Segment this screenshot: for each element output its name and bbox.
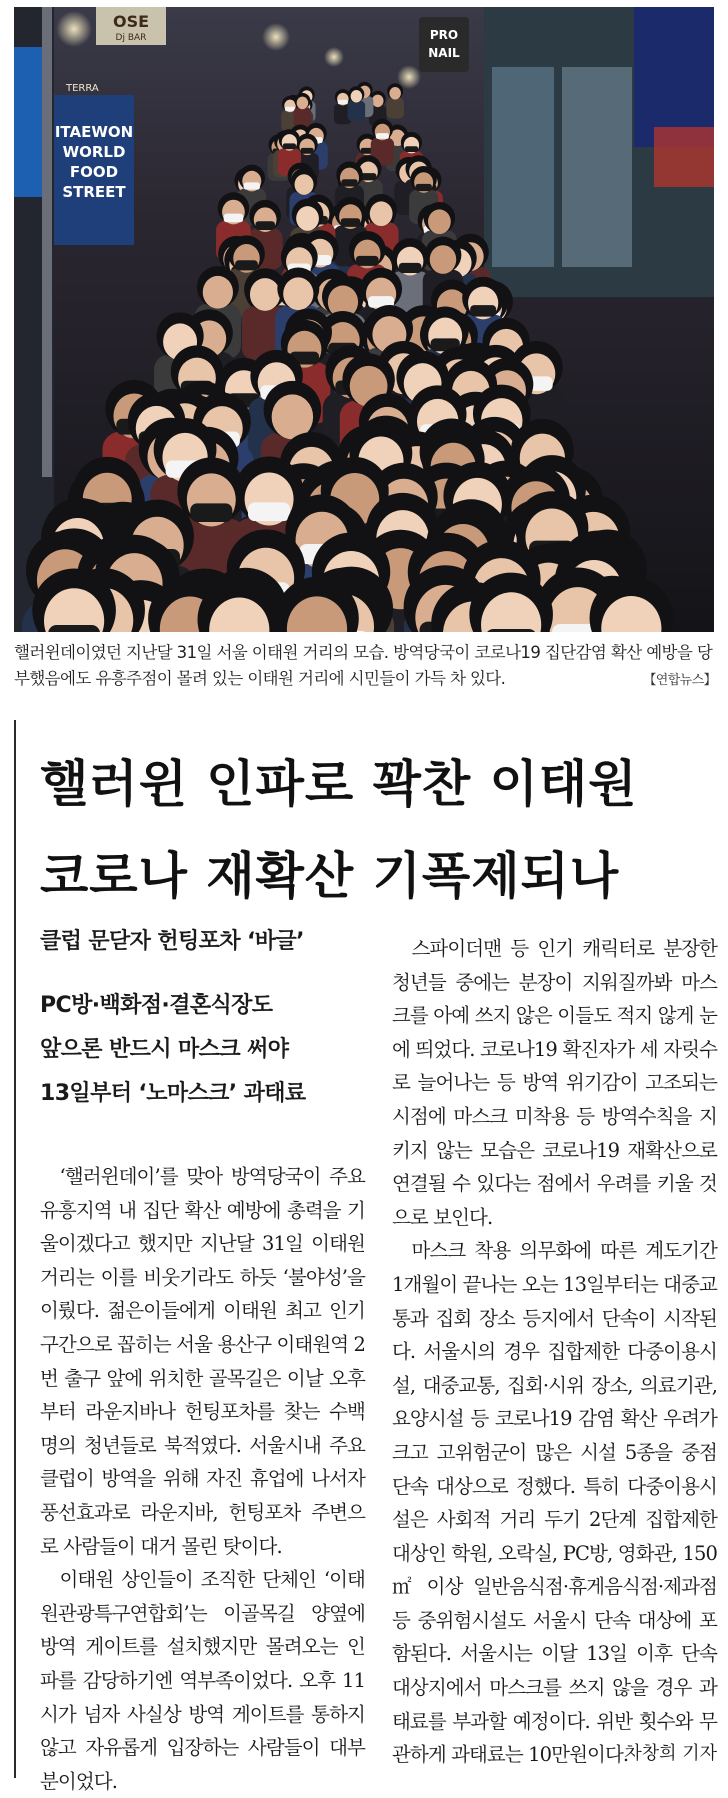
street-crowd-photo: [14, 7, 714, 632]
paragraph: 스파이더맨 등 인기 캐릭터로 분장한 청년들 중에는 분장이 지워질까봐 마스크를 아예 쓰지 않은 이들도 적지 않게 눈에 띄었다. 코로나19 확진자가 세 자릿수로 늘어나는 등 방역 위기감이 고조되는 시점에 마스크 미착용 등 방역수칙을 지키지 않는 모습은 코로나19 재확산으로 연결될 수 있다는 점에서 우려를 키울 것으로 보인다.: [392, 937, 717, 1229]
svg-text:NAIL: NAIL: [428, 46, 460, 60]
subheading-2-line-2: 앞으론 반드시 마스크 써야: [40, 1037, 289, 1062]
paragraph: 마스크 착용 의무화에 따른 계도기간 1개월이 끝나는 오는 13일부터는 대중교통과 집회 장소 등지에서 단속이 시작된다. 서울시의 경우 집합제한 다중이용시설, 대중교통, 집회·시위 장소, 의료기관, 요양시설 등 코로나19 감염 확산 우려가 크고 고위험군이 많은 시설 5종을 중점 단속 대상으로 정했다. 특히 다중이용시설은 사회적 거리 두기 2단계 집합제한 대상인 학원, 오락실, PC방, 영화관, 150㎡ 이상 일반음식점·휴게음식점·제과점 등 중위험시설도 서울시 단속 대상에 포함된다. 서울시는 이달 13일 이후 단속 대상지에서 마스크를 쓰지 않을 경우 과태료를 부과할 예정이다. 위반 횟수와 무관하게 과태료는 10만원이다.: [392, 1239, 717, 1767]
svg-text:PRO: PRO: [429, 28, 459, 42]
terra-sign: TERRA: [66, 83, 99, 94]
svg-text:FOOD: FOOD: [69, 163, 119, 181]
subheading-1: 클럽 문닫자 헌팅포차 ‘바글’: [40, 929, 304, 954]
photo-credit: 【연합뉴스】: [643, 673, 716, 688]
svg-text:OSE: OSE: [112, 12, 150, 31]
pro-nail-sign: [419, 17, 469, 72]
svg-text:WORLD: WORLD: [62, 143, 126, 161]
bar-sign: [96, 7, 166, 45]
svg-text:ITAEWON: ITAEWON: [54, 123, 134, 141]
headline-line-1: 핼러윈 인파로 꽉찬 이태원: [40, 755, 638, 813]
byline: 차창희 기자: [624, 1742, 717, 1764]
food-street-banner: [54, 95, 134, 245]
svg-text:Dj BAR: Dj BAR: [115, 33, 147, 43]
column-rule: [14, 720, 16, 1778]
article-column-2: [392, 932, 717, 1765]
paragraph: 이태원 상인들이 조직한 단체인 ‘이태원관광특구연합회’는 이골목길 양옆에 방역 게이트를 설치했지만 몰려오는 인파를 감당하기엔 역부족이었다. 오후 11시가 넘자 사실상 방역 게이트를 통하지 않고 자유롭게 입장하는 사람들이 대부분이었다.: [40, 1568, 365, 1793]
article-column-1: [40, 926, 365, 1798]
article-body-1: [40, 1160, 365, 1798]
svg-text:STREET: STREET: [62, 183, 126, 201]
subheading-2-line-3: 13일부터 ‘노마스크’ 과태료: [40, 1081, 306, 1106]
paragraph: ‘핼러윈데이’를 맞아 방역당국이 주요 유흥지역 내 집단 확산 예방에 총력을 기울이겠다고 했지만 지난달 31일 이태원 거리는 이를 비웃기라도 하듯 ‘불야성’을 이뤘다. 젊은이들에게 이태원 최고 인기 구간으로 꼽히는 서울 용산구 이태원역 2번 출구 앞에 위치한 골목길은 이날 오후부터 라운지바나 헌팅포차를 찾는 수백 명의 청년들로 북적였다. 서울시내 주요 클럽이 방역을 위해 자진 휴업에 나서자 풍선효과로 라운지바, 헌팅포차 주변으로 사람들이 대거 몰린 탓이다.: [40, 1165, 365, 1558]
caption-text: 핼러윈데이였던 지난달 31일 서울 이태원 거리의 모습. 방역당국이 코로나19 집단감염 확산 예방을 당부했음에도 유흥주점이 몰려 있는 이태원 거리에 시민들이 가득 차 있다.: [14, 643, 713, 688]
photo-caption: [14, 640, 716, 694]
headline: [40, 738, 710, 922]
subheading-2-line-1: PC방·백화점·결혼식장도: [40, 993, 273, 1018]
headline-line-2: 코로나 재확산 기폭제되나: [40, 847, 620, 905]
article-body-2: [392, 932, 717, 1772]
